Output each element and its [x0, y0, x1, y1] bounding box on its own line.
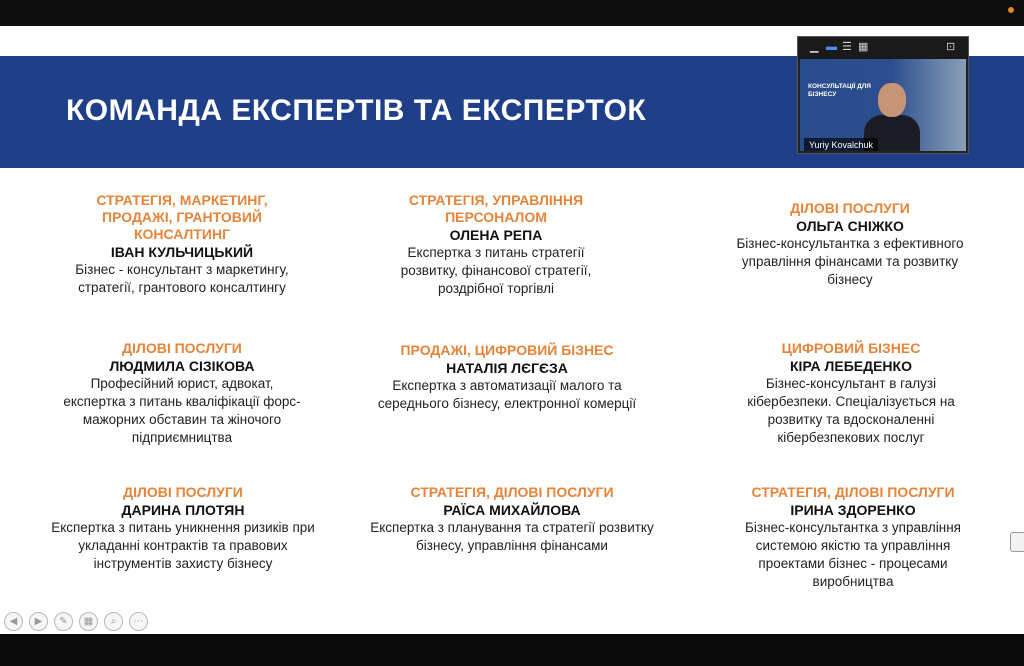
- expert-category: СТРАТЕГІЯ, УПРАВЛІННЯ ПЕРСОНАЛОМ: [408, 192, 584, 225]
- window-status-dot: [1008, 7, 1014, 13]
- expert-name: ДАРИНА ПЛОТЯН: [121, 502, 245, 518]
- expert-description: Бізнес-консультант в галузі кібербезпеки. Спеціалізується на розвитку та вдосконаленні кібербезпекових послуг: [747, 376, 955, 445]
- expert-name: РАЇСА МИХАЙЛОВА: [443, 502, 581, 518]
- expert-description: Експертка з питань стратегії розвитку, фінансової стратегії, роздрібної торгівлі: [400, 245, 592, 296]
- expert-name: ОЛЬГА СНІЖКО: [796, 218, 904, 234]
- participant-video: [800, 59, 966, 151]
- gallery-view-icon[interactable]: ▦: [858, 41, 869, 53]
- expert-name: НАТАЛІЯ ЛЄГЄЗА: [446, 360, 568, 376]
- expert-category: ПРОДАЖІ, ЦИФРОВИЙ БІЗНЕС: [400, 342, 614, 358]
- expert-card: [706, 200, 994, 289]
- expert-description: Експертка з питань уникнення ризиків при укладанні контрактів та правових інструментів захисту бізнесу: [51, 520, 315, 571]
- participant-head: [878, 83, 906, 117]
- expert-card: [374, 342, 640, 413]
- slides-grid-icon[interactable]: ▦: [79, 612, 98, 631]
- expert-description: Бізнес-консультантка з управління системою якістю та управління проектами бізнес - процесами виробництва: [745, 520, 961, 589]
- video-tile-toolbar: [798, 37, 968, 59]
- slide-title: КОМАНДА ЕКСПЕРТІВ ТА ЕКСПЕРТОК: [66, 94, 647, 127]
- previous-slide-icon[interactable]: ◀: [4, 612, 23, 631]
- expert-category: ДІЛОВІ ПОСЛУГИ: [122, 340, 242, 356]
- expert-card: [380, 192, 612, 298]
- pen-icon[interactable]: ✎: [54, 612, 73, 631]
- expert-name: КІРА ЛЕБЕДЕНКО: [790, 358, 912, 374]
- expert-category: СТРАТЕГІЯ, МАРКЕТИНГ, ПРОДАЖІ, ГРАНТОВИЙ КОНСАЛТИНГ: [96, 192, 268, 242]
- expert-description: Експертка з автоматизації малого та середнього бізнесу, електронної комерції: [377, 378, 637, 411]
- expert-card: [62, 340, 302, 447]
- expert-category: ЦИФРОВИЙ БІЗНЕС: [781, 340, 921, 356]
- next-slide-icon[interactable]: ▶: [29, 612, 48, 631]
- expert-category: СТРАТЕГІЯ, ДІЛОВІ ПОСЛУГИ: [410, 484, 614, 500]
- expert-description: Професійний юрист, адвокат, експертка з питань кваліфікації форс-мажорних обставин та жіночого підприємництва: [63, 376, 301, 445]
- expert-description: Експертка з планування та стратегії розвитку бізнесу, управління фінансами: [370, 520, 654, 553]
- video-background-poster-text: КОНСУЛЬТАЦІЇ ДЛЯ БІЗНЕСУ: [808, 83, 871, 98]
- expert-card: [738, 340, 964, 447]
- minimize-icon[interactable]: ▁: [810, 41, 819, 53]
- expert-description: Бізнес-консультантка з ефективного управління фінансами та розвитку бізнесу: [736, 236, 964, 287]
- side-panel-tab[interactable]: [1010, 532, 1024, 552]
- expert-description: Бізнес - консультант з маркетингу, стратегії, грантового консалтингу: [75, 262, 289, 295]
- expert-category: СТРАТЕГІЯ, ДІЛОВІ ПОСЛУГИ: [751, 484, 955, 500]
- participant-name-label: Yuriy Kovalchuk: [804, 138, 878, 151]
- expert-name: ІВАН КУЛЬЧИЦЬКИЙ: [110, 244, 254, 260]
- expert-name: ЛЮДМИЛА СІЗІКОВА: [109, 358, 255, 374]
- expert-card: [48, 484, 318, 573]
- more-options-icon[interactable]: ⋯: [129, 612, 148, 631]
- expert-card: [728, 484, 978, 591]
- zoom-icon[interactable]: ⌕: [104, 612, 123, 631]
- expert-card: [75, 192, 289, 297]
- participant-video-tile[interactable]: [797, 36, 969, 154]
- expert-card: [364, 484, 660, 555]
- exit-fullscreen-icon[interactable]: ⊡: [946, 41, 956, 53]
- speaker-view-icon[interactable]: ▬: [826, 41, 837, 53]
- expert-category: ДІЛОВІ ПОСЛУГИ: [123, 484, 243, 500]
- window-top-bar: [0, 0, 1024, 26]
- expert-name: ІРИНА ЗДОРЕНКО: [790, 502, 916, 518]
- split-view-icon[interactable]: ☰: [842, 41, 852, 53]
- expert-name: ОЛЕНА РЕПА: [449, 227, 543, 243]
- window-bottom-bar: [0, 634, 1024, 666]
- expert-category: ДІЛОВІ ПОСЛУГИ: [790, 200, 910, 216]
